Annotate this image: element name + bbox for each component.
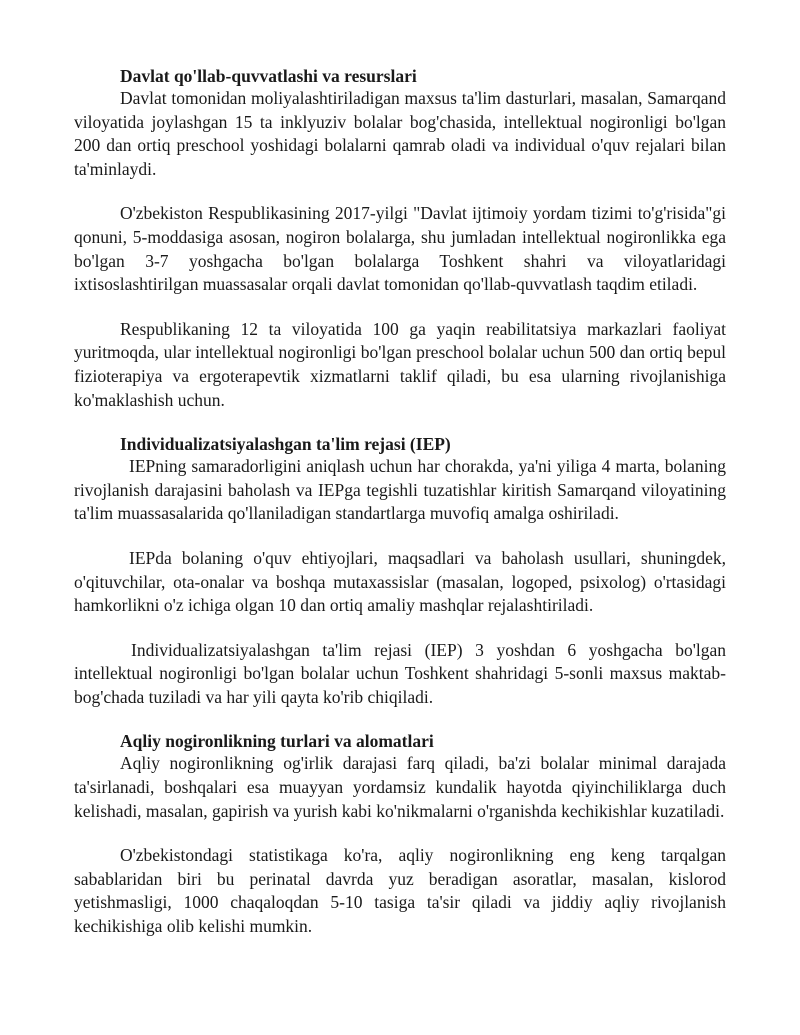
paragraph-gap: [74, 181, 726, 202]
paragraph: Individualizatsiyalashgan ta'lim rejasi (IEP) 3 yoshdan 6 yoshgacha bo'lgan intellektual nogironligi bo'lgan bolalar uchun Toshkent shahridagi 5-sonli maxsus maktab-bog'chada tuziladi va har yili qayta ko'rib chiqiladi.: [74, 639, 726, 707]
section-iep: [74, 433, 726, 730]
paragraph: O'zbekistondagi statistikaga ko'ra, aqliy nogironlikning eng keng tarqalgan sabablaridan biri bu perinatal davrda yuz beradigan asoratlar, masalan, kislorod yetishmasligi, 1000 chaqaloqdan 5-10 tasiga ta'sir qiladi va jiddiy aqliy rivojlanish kechikishiga olib kelishi mumkin.: [74, 845, 726, 937]
paragraph: IEPda bolaning o'quv ehtiyojlari, maqsadlari va baholash usullari, shuningdek, o'qituvchilar, ota-onalar va boshqa mutaxassislar (masalan, logoped, psixolog) o'rtasidagi hamkorlikni o'z ichiga olgan 10 dan ortiq amaliy mashqlar rejalashtiriladi.: [74, 547, 726, 616]
paragraph-gap: [74, 618, 726, 639]
section-heading: Individualizatsiyalashgan ta'lim rejasi (IEP): [120, 434, 451, 455]
paragraph: IEPning samaradorligini aniqlash uchun har chorakda, ya'ni yiliga 4 marta, bolaning rivojlanish darajasini baholash va IEPga tegishli tuzatishlar kiritish Samarqand viloyatining ta'lim muassasalarida qo'llaniladigan standartlarga muvofiq amalga oshiriladi.: [74, 456, 726, 524]
paragraph: O'zbekiston Respublikasining 2017-yilgi "Davlat ijtimoiy yordam tizimi to'g'risida"gi qonuni, 5-moddasiga asosan, nogiron bolalarga, shu jumladan intellektual nogironlikka ega bo'lgan 3-7 yoshgacha bo'lgan bolalarga Toshkent shahri va viloyatlaridagi ixtisoslashtirilgan muassasalar orqali davlat tomonidan qo'llab-quvvatlash taqdim etiladi.: [74, 203, 726, 295]
paragraph-gap: [74, 526, 726, 547]
section-state-support: [74, 65, 726, 433]
section-heading: Aqliy nogironlikning turlari va alomatlari: [120, 731, 434, 752]
paragraph-gap: [74, 823, 726, 844]
paragraph-gap: [74, 412, 726, 433]
paragraph-gap: [74, 709, 726, 730]
paragraph: Respublikaning 12 ta viloyatida 100 ga yaqin reabilitatsiya markazlari faoliyat yuritmoqda, ular intellektual nogironligi bo'lgan preschool bolalar uchun 500 dan ortiq bepul fizioterapiya va ergoterapevtik xizmatlarni taklif qiladi, bu esa ularning rivojlanishiga ko'maklashish uchun.: [74, 318, 726, 410]
section-heading: Davlat qo'llab-quvvatlashi va resurslari: [120, 66, 417, 86]
section-disability-types: [74, 730, 726, 938]
paragraph-gap: [74, 297, 726, 318]
paragraph: Aqliy nogironlikning og'irlik darajasi farq qiladi, ba'zi bolalar minimal darajada ta'sirlanadi, boshqalari esa muayyan yordamsiz kundalik hayotda qiyinchiliklarga duch kelishadi, masalan, gapirish va yurish kabi ko'nikmalarni o'rganishda kechikishlar kuzatiladi.: [74, 753, 726, 821]
paragraph: Davlat tomonidan moliyalashtiriladigan maxsus ta'lim dasturlari, masalan, Samarqand viloyatida joylashgan 15 ta inklyuziv bolalar bog'chasida, intellektual nogironligi bo'lgan 200 dan ortiq preschool yoshidagi bolalarni qamrab oladi va individual o'quv rejalari bilan ta'minlaydi.: [74, 88, 726, 179]
